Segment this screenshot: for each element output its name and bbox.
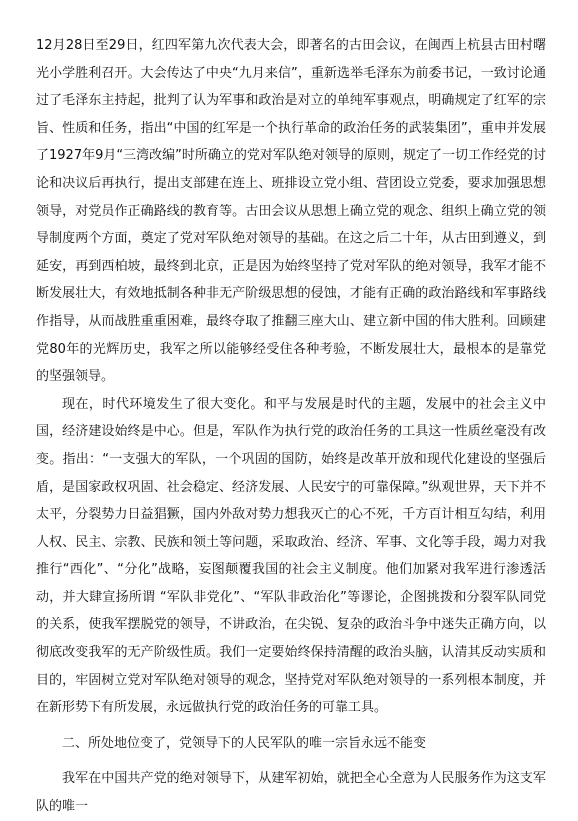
paragraph-gutian-conference: 12月28日至29日，红四军第九次代表大会，即著名的古田会议，在闽西上杭县古田村曙光小学胜利召开。大会传达了中央“九月来信”，重新选举毛泽东为前委书记，一致讨论通过了毛泽东主持起，批判了认为军事和政治是对立的单纯军事观点，明确规定了红军的宗旨、性质和任务，指出“中国的红军是一个执行革命的政治任务的武装集团”，重申并发展了1927年9月“三湾改编”时所确立的党对军队绝对领导的原则，规定了一切工作经党的讨论和决议后再执行，提出支部建在连上、班排设立党小组、营团设立党委，要求加强思想领导，对党员作正确路线的教育等。古田会议从思想上确立党的观念、组织上确立党的领导制度两个方面，奠定了党对军队绝对领导的基础。在这之后二十年，从古田到遵义，到延安，再到西柏坡，最终到北京，正是因为始终坚持了党对军队的绝对领导，我军才能不断发展壮大，有效地抵制各种非无产阶级思想的侵蚀，才能有正确的政治路线和军事路线作指导，从而战胜重重困难，最终夺取了推翻三座大山、建立新中国的伟大胜利。回顾建党80年的光辉历史，我军之所以能够经受住各种考验，不断发展壮大，最根本的是靠党的坚强领导。 [36, 38, 546, 385]
paragraph-current-situation: 现在，时代环境发生了很大变化。和平与发展是时代的主题，发展中的社会主义中国，经济建设始终是中心。但是，军队作为执行党的政治任务的工具这一性质丝毫没有改变。指出：“一支强大的军队，一个巩固的国防，始终是改革开放和现代化建设的坚强后盾，是国家政权巩固、社会稳定、经济发展、人民安宁的可靠保障。”纵观世界，天下并不太平，分裂势力日益猖獗，国内外敌对势力想我灭亡的心不死，千方百计相互勾结，利用人权、民主、宗教、民族和领土等问题，采取政治、经济、军事、文化等手段，竭力对我推行“西化”、“分化”战略，妄图颠覆我国的社会主义制度。他们加紧对我军进行渗透活动，并大肆宣扬所谓 “军队非党化”、“军队非政治化”等谬论，企图挑拨和分裂军队同党的关系，使我军摆脱党的领导，不讲政治，在尖锐、复杂的政治斗争中迷失正确方向，以彻底改变我军的无产阶级性质。我们一定要始终保持清醒的政治头脑，认清其反动实质和目的，牢固树立党对军队绝对领导的观念，坚持党对军队绝对领导的一系列根本制度，并在新形势下有所发展，永远做执行党的政治任务的可靠工具。 [36, 396, 546, 716]
paragraph-gap [36, 722, 546, 730]
paragraph-gap [36, 757, 546, 765]
paragraph-army-purpose: 我军在中国共产党的绝对领导下，从建军初始，就把全心全意为人民服务作为这支军队的唯一 [36, 771, 546, 815]
document-page [36, 32, 546, 821]
section-heading: 二、所处地位变了，党领导下的人民军队的唯一宗旨永远不能变 [62, 735, 427, 751]
